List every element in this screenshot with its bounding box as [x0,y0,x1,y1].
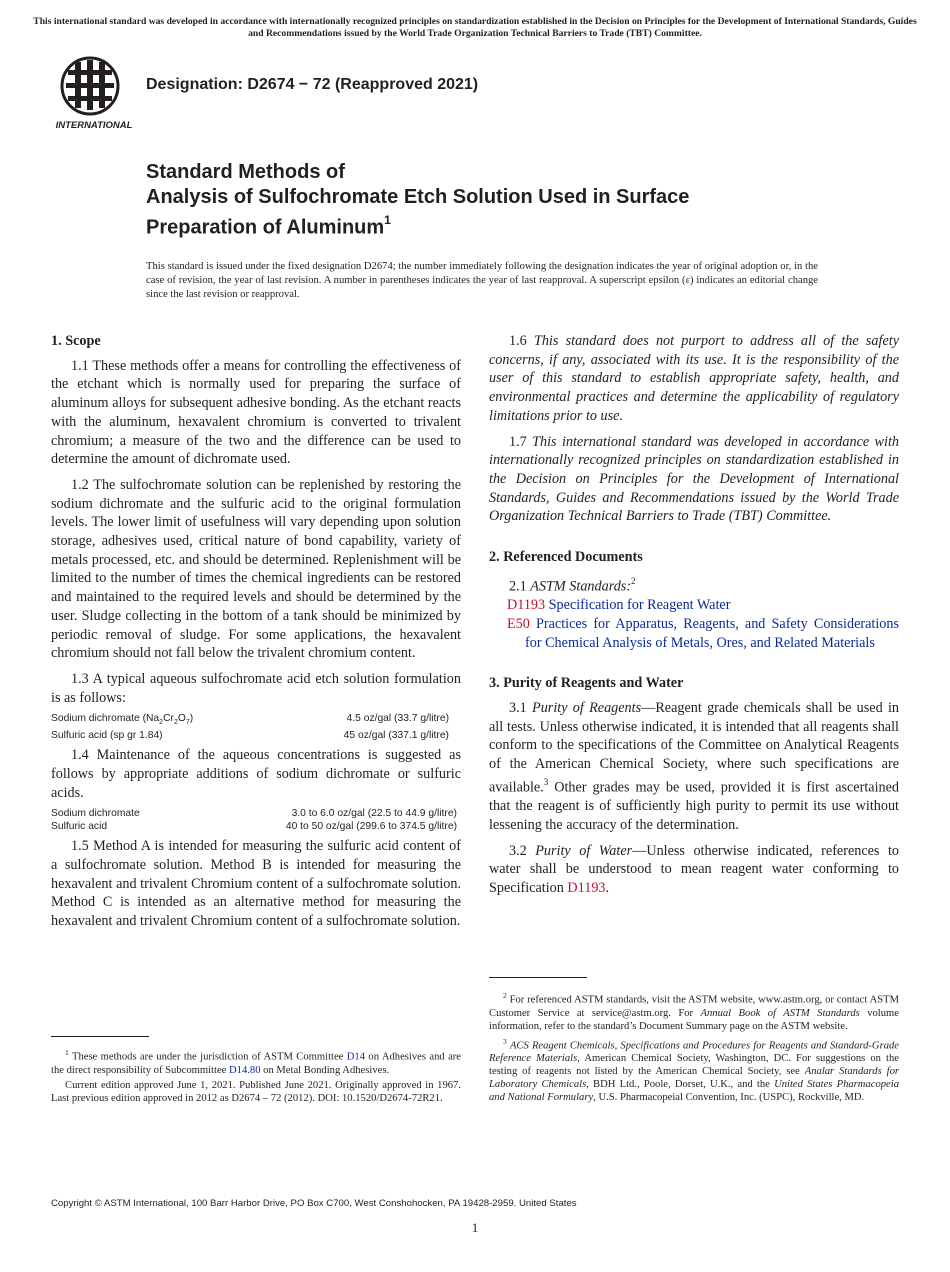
logo-org-text: INTERNATIONAL [55,120,133,131]
footnote-1: $^1$ These methods are under the jurisdiction of ASTM Committee D14 on Adhesives and are the direct responsibility of Subcommittee D14.80 on Metal Bonding Adhesives. [51,1048,462,1076]
referenced-documents [489,573,899,653]
reference-code-link[interactable]: E50 [507,615,530,632]
title-line-2: Analysis of Sulfochromate Etch Solution Used in Surface [146,186,690,208]
section-3-heading: 3. Purity of Reagents and Water [489,675,684,692]
title-line-3-text: Preparation of Aluminum [146,216,385,239]
reference-title-link[interactable]: Practices for Apparatus, Reagents, and Safety Considerations for Chemical Analysis of Metals, Ores, and Related Materials [525,615,899,651]
paragraph-1-6: 1.6 This standard does not purport to address all of the safety concerns, if any, associated with its use. It is the responsibility of the user of this standard to establish appropriate safety, health, and environmental practices and determine the applicability of regulatory limitations prior to use. [489,333,899,424]
document-title [146,160,866,241]
table-row [51,808,461,820]
paragraph-2-1: 2.1 ASTM Standards:$^2$ [509,575,636,595]
section-2-heading: 2. Referenced Documents [489,549,643,566]
table-cell-name: Sulfuric acid [51,820,108,832]
paragraph-1-4: 1.4 Maintenance of the aqueous concentrations is suggested as follows by appropriate additions of sodium dichromate or sulfuric acids. [51,747,461,801]
formulation-table [51,713,461,742]
paragraph-1-5: 1.5 Method A is intended for measuring the sulfuric acid content of a sulfochromate solution. Method B is intended for measuring the hexavalent and trivalent Chromium content of a sulfochromate solution. Method C is intended as an alternative method for measuring the hexavalent and trivalent Chromium content of a sulfochromate solution. [51,838,461,929]
footnote-3: $^3$ ACS Reagent Chemicals, Specifications and Procedures for Reagents and Standard-Grade Reference Materials, American Chemical Society, Washington, DC. For suggestions on the testing of reagents not listed by the American Chemical Society, see Analar Standards for Laboratory Chemicals, BDH Ltd., Poole, Dorset, U.K., and the United States Pharmacopeia and National Formulary, U.S. Pharmacopeial Convention, Inc. (USPC), Rockville, MD. [489,1036,900,1104]
table-cell-name: Sulfuric acid (sp gr 1.84) [51,729,163,741]
table-cell-name: Sodium dichromate [51,808,140,820]
d14-80-link[interactable]: D14.80 [229,1064,261,1076]
paragraph-1-3: 1.3 A typical aqueous sulfochromate acid etch solution formulation is as follows: [51,670,461,706]
table-cell-value: 45 oz/gal (337.1 g/litre) [343,729,449,741]
astm-logo [54,56,136,132]
edition-note: Current edition approved June 1, 2021. Published June 2021. Originally approved in 1967. Last previous edition approved in 2012 as D2674 – 72 (2012). DOI: 10.1520/D2674-72R21. [51,1079,461,1104]
table-cell-value: 40 to 50 oz/gal (299.6 to 374.5 g/litre) [285,820,457,832]
designation: Designation: D2674 − 72 (Reapproved 2021) [146,76,479,93]
list-item[interactable] [507,596,899,615]
section-1-heading: 1. Scope [51,333,101,349]
astm-logo-icon [54,56,136,132]
title-line-3 [146,210,866,241]
maintenance-table [51,808,461,833]
footnote-2: $^2$ For referenced ASTM standards, visit the ASTM website, www.astm.org, or contact ASTM Customer Service at service@astm.org. For Annual Book of ASTM Standards volume information, refer to the standard’s Document Summary page on the ASTM website. [489,991,899,1032]
paragraph-1-1: 1.1 These methods offer a means for controlling the effectiveness of the etchant which is normally used for preparing the surface of aluminum alloys for subsequent adhesive bonding. As the etchant reacts with the aluminum, hexavalent chromium is converted to trivalent chromium; a measure of the two and the difference can be used to determine the amount of dichromate used. [51,357,461,468]
paragraph-3-1: 3.1 Purity of Reagents—Reagent grade chemicals shall be used in all tests. Unless otherwise indicated, it is intended that all reagents shall conform to the specifications of the Committee on Analytical Reagents of the American Chemical Society, where such specifications are available.$^3$ Other grades may be used, provided it is first ascertained that the reagent is of sufficiently high purity to permit its use without lessening the accuracy of the determination. [489,699,899,833]
copyright: Copyright © ASTM International, 100 Barr Harbor Drive, PO Box C700, West Conshohocken, PA 19428-2959. United States [51,1198,577,1209]
footnote-divider-right [489,977,587,978]
footnote-divider-left [51,1036,149,1037]
table-row [51,730,461,742]
footnotes-left [51,1046,461,1107]
table-cell-value: 3.0 to 6.0 oz/gal (22.5 to 44.9 g/litre) [291,808,457,820]
paragraph-1-7: 1.7 This international standard was developed in accordance with internationally recognized principles on standardization established in the Decision on Principles for the Development of International Standards, Guides and Recommendations issued by the World Trade Organization Technical Barriers to Trade (TBT) Committee. [489,433,899,525]
reference-title-link[interactable]: Specification for Reagent Water [548,597,731,614]
table-cell-name: Sodium dichromate $(Na_2Cr_2O_7)$ [51,713,194,727]
title-line-1: Standard Methods of [146,161,345,183]
header-notice: This international standard was developed in accordance with internationally recognized principles on standardization established in the Decision on Principles for the Development of International Standards, Guides and Recommendations issued by the World Trade Organization Technical Barriers to Trade (TBT) Committee. [33,16,917,39]
reference-code-link[interactable]: D1193 [507,597,546,614]
title-footnote-mark: 1 [384,213,391,227]
left-column [51,332,461,938]
table-row [51,821,461,833]
page-number: 1 [471,1220,479,1235]
list-item[interactable] [507,615,899,652]
d14-link[interactable]: D14 [346,1051,366,1063]
table-row [51,713,461,729]
paragraph-1-2: 1.2 The sulfochromate solution can be replenished by restoring the sodium dichromate and the sulfuric acid to the original formulation levels. The lower limit of usefulness will vary depending upon solution storage, adhesives used, critical nature of bond capability, variety of metals processed, etc. and should be determined. Replenishment will be limited to the number of times the chemical ingredients can be restored and maintained to the required levels and should be determined by the user. Sludge collecting in the bottom of a tank should be minimized by periodic removal of sludge. For some applications, the hexavalent chromium should not fall below the trivalent chromium content. [51,476,461,662]
footnotes-right [489,989,899,1106]
paragraph-3-2: 3.2 Purity of Water—Unless otherwise indicated, references to water shall be understood to mean reagent water conforming to Specification D1193. [489,842,899,897]
right-column [489,332,899,905]
table-cell-value: 4.5 oz/gal (33.7 g/litre) [346,713,449,725]
d1193-link[interactable]: D1193 [567,880,606,897]
issue-note: This standard is issued under the fixed designation D2674; the number immediately following the designation indicates the year of original adoption or, in the case of revision, the year of last revision. A number in parentheses indicates the year of last reapproval. A superscript epsilon (ε) indicates an editorial change since the last revision or reapproval. [146,261,818,300]
